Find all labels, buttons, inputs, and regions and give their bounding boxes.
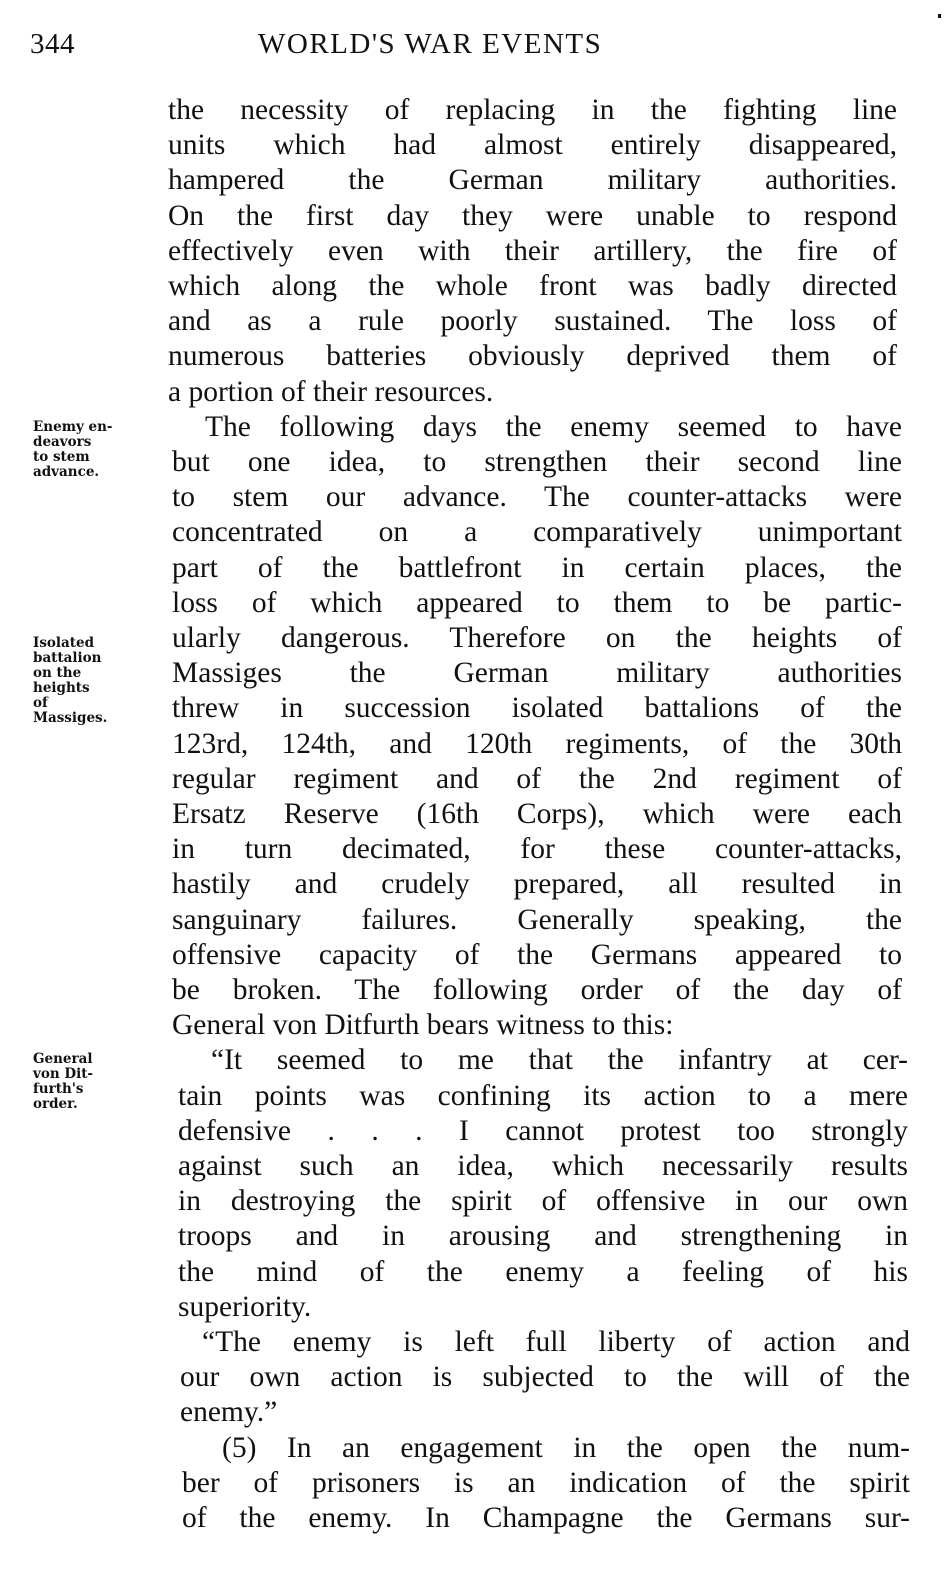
text-line: “It seemed to me that the infantry at cer- (211, 1044, 908, 1077)
margin-note-line: order. (33, 1096, 78, 1112)
margin-note-line: Isolated (33, 635, 95, 651)
text-line: hastily and crudely prepared, all resulted in (172, 868, 902, 901)
text-line: The following days the enemy seemed to have (205, 410, 902, 443)
text-line: in turn decimated, for these counter-attacks, (172, 833, 902, 866)
text-line: tain points was confining its action to a mere (178, 1079, 908, 1112)
text-line: (5) In an engagement in the open the num- (222, 1431, 910, 1464)
margin-note-line: von Dit- (33, 1066, 94, 1082)
text-line: “The enemy is left full liberty of action and (202, 1326, 910, 1358)
text-line: ularly dangerous. Therefore on the heights of (172, 622, 902, 654)
margin-note-line: heights (33, 680, 90, 696)
text-line: the necessity of replacing in the fighting line (168, 94, 897, 126)
text-line: effectively even with their artillery, the fire of (168, 234, 897, 267)
margin-note-line: Massiges. (33, 710, 108, 726)
text-line: threw in succession isolated battalions of the (172, 692, 902, 725)
margin-note-line: deavors (33, 434, 92, 450)
text-line: which along the whole front was badly directed (168, 270, 897, 302)
text-line: concentrated on a comparatively unimportant (172, 516, 902, 549)
text-line: loss of which appeared to them to be partic- (172, 586, 902, 619)
text-line: units which had almost entirely disappeared, (168, 129, 897, 162)
text-line: of the enemy. In Champagne the Germans sur- (182, 1502, 910, 1534)
text-line: numerous batteries obviously deprived them of (168, 340, 897, 373)
text-line: ber of prisoners is an indication of the spirit (182, 1466, 910, 1499)
text-line: General von Ditfurth bears witness to this: (172, 1009, 674, 1042)
page-number: 344 (30, 28, 75, 60)
scan-speck (938, 14, 941, 18)
margin-note-line: battalion (33, 650, 102, 666)
text-line: against such an idea, which necessarily results (178, 1150, 908, 1182)
text-line: sanguinary failures. Generally speaking, the (172, 903, 902, 936)
margin-note-line: advance. (33, 464, 100, 480)
margin-note-line: General (33, 1051, 93, 1067)
text-line: in destroying the spirit of offensive in our own (178, 1185, 908, 1218)
margin-note-line: furth's (33, 1081, 84, 1097)
margin-note-line: to stem (33, 449, 90, 465)
text-line: On the first day they were unable to respond (168, 199, 897, 232)
text-line: 123rd, 124th, and 120th regiments, of the 30th (172, 727, 902, 760)
text-line: but one idea, to strengthen their second line (172, 446, 902, 478)
text-line: the mind of the enemy a feeling of his (178, 1255, 908, 1288)
text-line: offensive capacity of the Germans appeared to (172, 938, 902, 971)
text-line: our own action is subjected to the will of the (180, 1361, 910, 1394)
text-line: superiority. (178, 1290, 312, 1323)
margin-note-line: Enemy en- (33, 419, 113, 435)
text-line: hampered the German military authorities. (168, 164, 897, 197)
text-line: be broken. The following order of the day of (172, 974, 902, 1006)
text-line: to stem our advance. The counter-attacks were (172, 481, 902, 514)
text-line: Ersatz Reserve (16th Corps), which were each (172, 798, 902, 830)
text-line: and as a rule poorly sustained. The loss of (168, 305, 897, 338)
running-head: WORLD'S WAR EVENTS (258, 28, 603, 60)
text-line: Massiges the German military authorities (172, 657, 902, 690)
text-line: regular regiment and of the 2nd regiment of (172, 762, 902, 795)
text-line: a portion of their resources. (168, 375, 494, 408)
text-line: troops and in arousing and strengthening in (178, 1220, 908, 1253)
text-line: part of the battlefront in certain places, the (172, 551, 902, 584)
margin-note-line: of (33, 695, 48, 711)
margin-note-line: on the (33, 665, 82, 681)
text-line: enemy.” (180, 1396, 278, 1429)
text-line: defensive . . . I cannot protest too strongly (178, 1114, 908, 1147)
